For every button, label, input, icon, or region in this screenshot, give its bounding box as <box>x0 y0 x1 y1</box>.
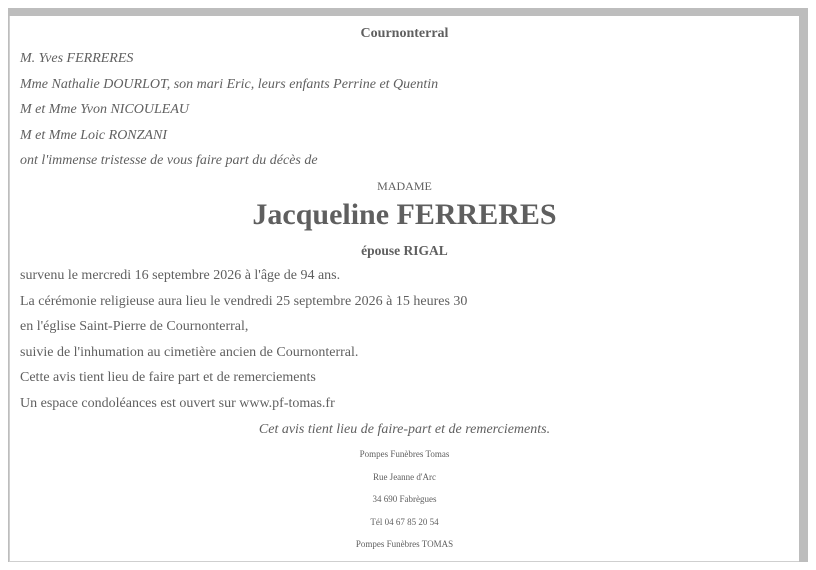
funeral-home-phone: Tél 04 67 85 20 54 <box>370 517 439 527</box>
announcement-line: ont l'immense tristesse de vous faire part du décès de <box>20 153 318 168</box>
funeral-home-signature: Pompes Funèbres TOMAS <box>355 539 454 549</box>
family-line: M. Yves FERRERES <box>20 51 134 66</box>
funeral-home-street: Rue Jeanne d'Arc <box>372 472 437 482</box>
honorific: MADAME <box>377 179 432 193</box>
detail-line: Cette avis tient lieu de faire part et de remerciements <box>20 370 316 385</box>
closing-line: Cet avis tient lieu de faire-part et de remerciements. <box>258 422 551 437</box>
condolences-line: Un espace condoléances est ouvert sur www.pf-tomas.fr <box>20 396 335 411</box>
funeral-home-name: Pompes Funèbres Tomas <box>359 449 450 459</box>
deceased-name: Jacqueline FERRERES <box>252 198 557 231</box>
family-line: Mme Nathalie DOURLOT, son mari Eric, leurs enfants Perrine et Quentin <box>20 77 439 92</box>
detail-line: suivie de l'inhumation au cimetière ancien de Cournonterral. <box>20 345 359 360</box>
obituary-notice <box>9 16 799 562</box>
detail-line: La cérémonie religieuse aura lieu le vendredi 25 septembre 2026 à 15 heures 30 <box>20 294 468 309</box>
detail-line: survenu le mercredi 16 septembre 2026 à l'âge de 94 ans. <box>20 268 341 283</box>
funeral-home-city: 34 690 Fabrègues <box>372 494 437 504</box>
detail-line: en l'église Saint-Pierre de Cournonterral, <box>20 319 249 334</box>
spouse-line: épouse RIGAL <box>361 243 448 258</box>
family-line: M et Mme Yvon NICOULEAU <box>20 102 190 117</box>
family-line: M et Mme Loic RONZANI <box>20 128 167 143</box>
town-heading: Cournonterral <box>360 26 449 41</box>
